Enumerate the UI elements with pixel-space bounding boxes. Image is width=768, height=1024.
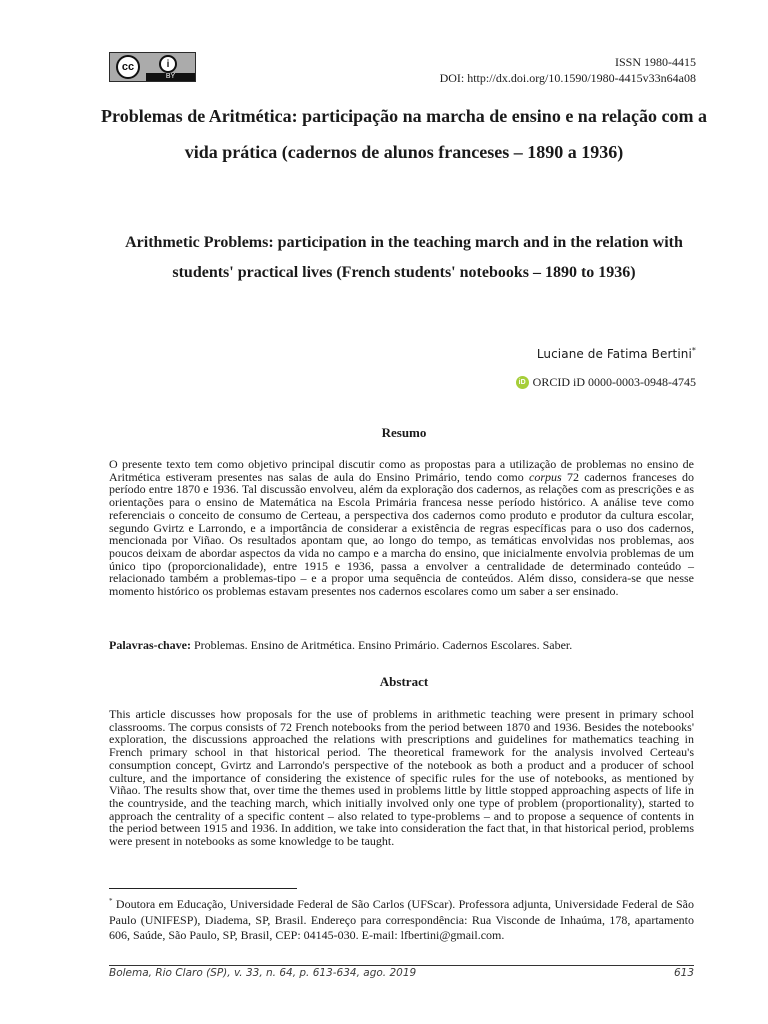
keywords-pt: [109, 638, 694, 653]
resumo-heading: Resumo: [381, 425, 427, 440]
abstract-text: This article discusses how proposals for the use of problems in arithmetic teaching were present in primary school classrooms. The corpus consists of 72 French notebooks from the period between 1870 and 1936. Besides the notebooks' exploration, the discussions approached the relations with prescriptions and guidelines for mathematics teaching in French primary school in that historical period. The theoretical framework for the analysis involved Certeau's consumption concept, Gvirtz and Larrondo's perspective of the notebook as both a product and a producer of school culture, and the importance of considering the existence of specific rules for the use of notebooks, as mentioned by Viñao. The results show that, over time the themes used in problems little by little stopped approaching aspects of life in the countryside, and the teaching march, which initially involved only one type of problem (proportionality), started to approach the centrality of a specific content – also related to type-problems – and to propose a sequence of contents in the period between 1915 and 1936. In addition, we take into consideration the fact that, in that historical period, problems were present in notebooks as some knowledge to be taught.: [109, 707, 694, 849]
footnote-marker: *: [109, 897, 113, 905]
resumo-text-part1: O presente texto tem como objetivo principal discutir como as propostas para a utilização de problemas no ensino de Aritmética estiveram presentes nas salas de aula do Ensino Primário, tendo como: [109, 457, 694, 484]
resumo-text-part2: 72 cadernos franceses do período entre 1870 e 1936. Tal discussão envolveu, além da exploração dos cadernos, as relações com as prescrições e as orientações para o ensino de Matemática na Escola Primária francesa nesse período histórico. A análise teve como referenciais o conceito de consumo de Certeau, a perspectiva dos cadernos como produto e produtor da cultura escolar, segundo Gvirtz e Larrondo, e a importância de considerar a existência de regras específicas para o uso dos cadernos, mencionada por Viñao. Os resultados apontam que, ao longo do tempo, as temáticas envolvidas nos problemas, aos poucos deixam de abordar aspectos da vida no campo e a marcha do ensino, que inicialmente envolvia problemas de um único tipo (proporcionalidade), entre 1915 e 1936, passa a envolver a centralidade de determinado conteúdo – relacionado também a problemas-tipo – e a propor uma sequência de conteúdos. Além disso, considera-se que nesse momento histórico os problemas estavam presentes nos cadernos escolares como um saber a ser ensinado.: [109, 469, 695, 599]
keywords-label: Palavras-chave:: [109, 638, 191, 652]
author-name: [537, 346, 696, 361]
issn: ISSN 1980-4415: [614, 55, 696, 69]
by-label: BY: [146, 73, 195, 81]
footer-divider: [109, 965, 694, 966]
cc-box: [110, 53, 146, 81]
doi-link[interactable]: DOI: http://dx.doi.org/10.1590/1980-4415v33n64a08: [439, 71, 696, 85]
cc-icon: cc: [116, 55, 140, 79]
page-number: 613: [673, 967, 694, 979]
attribution-icon: i: [159, 55, 177, 73]
cc-by-license-badge[interactable]: [109, 52, 196, 82]
journal-citation: Bolema, Rio Claro (SP), v. 33, n. 64, p. 613-634, ago. 2019: [109, 967, 417, 979]
orcid-line[interactable]: [516, 375, 696, 390]
author-footnote: [109, 894, 694, 944]
resumo-text: [109, 458, 694, 598]
author-name-text: Luciane de Fatima Bertini: [536, 347, 692, 361]
journal-identifiers: [440, 54, 696, 86]
title-english: Arithmetic Problems: participation in the teaching march and in the relation with students' practical lives (French students' notebooks – 1890 to 1936): [125, 234, 683, 281]
author-footnote-marker[interactable]: *: [691, 346, 696, 355]
by-section: [146, 53, 195, 81]
footnote-text: Doutora em Educação, Universidade Federal de São Carlos (UFScar). Professora adjunta, Universidade Federal de São Paulo (UNIFESP), Diadema, SP, Brasil. Endereço para correspondência: Rua Visconde de Inhaúma, 178, apartamento 606, Saúde, São Paulo, SP, Brasil, CEP: 04145-030. E-mail: lfbertini@gmail.com.: [109, 897, 694, 942]
orcid-icon: iD: [516, 376, 529, 389]
abstract-heading: Abstract: [379, 674, 429, 689]
footnote-divider: [109, 888, 297, 889]
resumo-corpus-word: corpus: [529, 469, 562, 484]
title-portuguese: Problemas de Aritmética: participação na marcha de ensino e na relação com a vida prática (cadernos de alunos franceses – 1890 a 1936): [101, 106, 707, 162]
keywords-text: Problemas. Ensino de Aritmética. Ensino Primário. Cadernos Escolares. Saber.: [190, 638, 573, 652]
orcid-id[interactable]: ORCID iD 0000-0003-0948-4745: [532, 375, 696, 389]
